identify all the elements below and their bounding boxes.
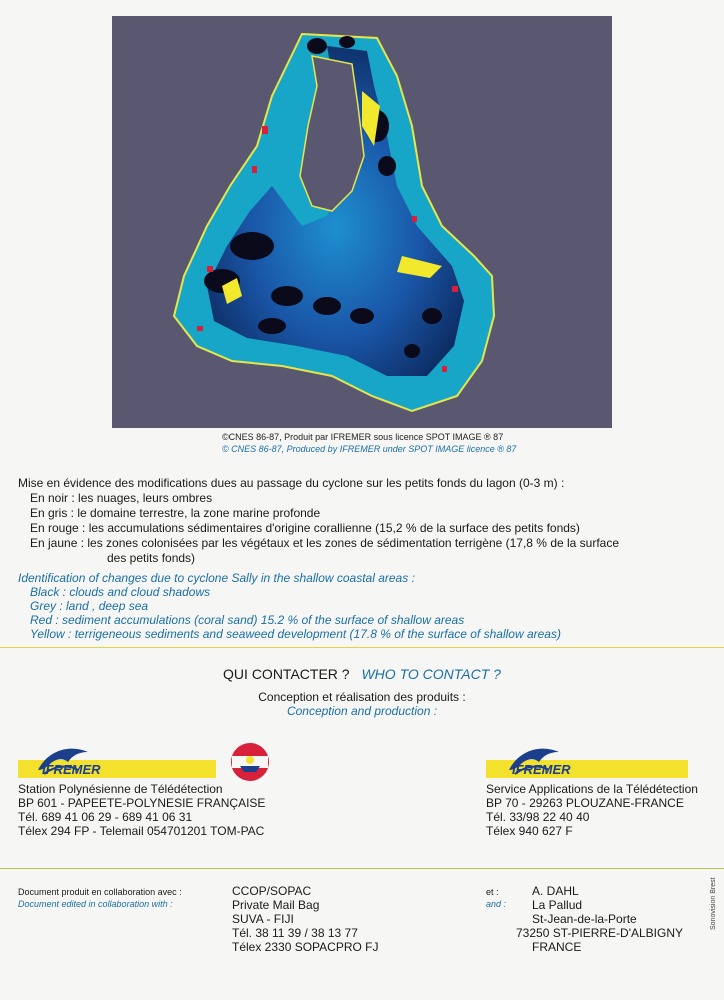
address-line: Tél. 38 11 39 / 38 13 77 — [232, 926, 358, 940]
production-en: Conception and production : — [286, 704, 438, 718]
legend-item-en: Red : sediment accumulations (coral sand) 15.2 % of the surface of shallow areas — [30, 613, 465, 627]
image-credit-en: © CNES 86-87, Produced by IFREMER under SPOT IMAGE licence ® 87 — [222, 444, 517, 454]
address-line: La Pallud — [532, 898, 583, 912]
address-line: A. DAHL — [532, 884, 579, 898]
address-line: Station Polynésienne de Télédétection — [18, 782, 223, 796]
address-line: Tél. 33/98 22 40 40 — [486, 810, 590, 824]
address-line: Télex 294 FP - Telemail 054701201 TOM-PAC — [18, 824, 265, 838]
ifremer-wordmark-right: IFREMER — [512, 762, 571, 777]
production-fr: Conception et réalisation des produits : — [258, 690, 466, 704]
satellite-image — [112, 16, 612, 428]
description-intro-en: Identification of changes due to cyclone Sally in the shallow coastal areas : — [18, 571, 415, 585]
address-line: Service Applications de la Télédétection — [486, 782, 698, 796]
address-line: Télex 2330 SOPACPRO FJ — [232, 940, 379, 954]
legend-item-en: Grey : land , deep sea — [30, 599, 149, 613]
address-plouzane — [486, 782, 698, 838]
contact-title-fr: QUI CONTACTER ? — [223, 666, 350, 682]
legend-item: En gris : le domaine terrestre, la zone marine profonde — [30, 506, 321, 520]
polynesia-emblem-icon — [230, 742, 270, 787]
ifremer-wordmark-left: IFREMER — [42, 762, 101, 777]
legend-item-en: Yellow : terrigeneous sediments and seaweed development (17.8 % of the surface of shallow areas) — [30, 627, 561, 641]
address-dahl — [516, 884, 684, 954]
legend-item: En rouge : les accumulations sédimentaires d'origine corallienne (15,2 % de la surface des petits fonds) — [30, 521, 580, 535]
divider — [0, 868, 724, 869]
collab-label — [18, 886, 182, 910]
address-line: Télex 940 627 F — [486, 824, 573, 838]
description-intro: Mise en évidence des modifications dues au passage du cyclone sur les petits fonds du lagon (0-3 m) : — [18, 476, 565, 490]
legend-item-continuation: des petits fonds) — [107, 551, 196, 565]
address-sopac — [232, 884, 379, 954]
address-line: 73250 ST-PIERRE-D'ALBIGNY — [516, 926, 684, 940]
address-line: FRANCE — [532, 940, 582, 954]
address-line: CCOP/SOPAC — [232, 884, 312, 898]
address-line: St-Jean-de-la-Porte — [532, 912, 637, 926]
address-line: Private Mail Bag — [232, 898, 320, 912]
description-fr — [18, 476, 708, 566]
image-credit-fr: ©CNES 86-87, Produit par IFREMER sous licence SPOT IMAGE ® 87 — [222, 432, 504, 442]
legend-item: En noir : les nuages, leurs ombres — [30, 491, 213, 505]
collab-label-fr: Document produit en collaboration avec : — [18, 887, 182, 897]
and-label — [486, 886, 506, 910]
address-line: BP 70 - 29263 PLOUZANE-FRANCE — [486, 796, 684, 810]
address-line: BP 601 - PAPEETE-POLYNESIE FRANÇAISE — [18, 796, 266, 810]
collab-label-en: Document edited in collaboration with : — [18, 899, 173, 909]
contact-title-en: WHO TO CONTACT ? — [361, 666, 501, 682]
description-en — [18, 571, 708, 641]
address-papeete — [18, 782, 265, 838]
address-line: SUVA - FIJI — [232, 912, 294, 926]
divider — [0, 647, 724, 648]
and-label-fr: et : — [486, 887, 499, 897]
and-label-en: and : — [486, 899, 507, 909]
address-line: Tél. 689 41 06 29 - 689 41 06 31 — [18, 810, 193, 824]
legend-item-en: Black : clouds and cloud shadows — [30, 585, 211, 599]
atoll-map — [112, 16, 612, 428]
printer-credit: Sonovision Brest — [710, 877, 717, 930]
contact-title — [0, 666, 724, 682]
legend-item: En jaune : les zones colonisées par les végétaux et les zones de sédimentation terrigène (17,8 % de la surface — [30, 536, 620, 550]
